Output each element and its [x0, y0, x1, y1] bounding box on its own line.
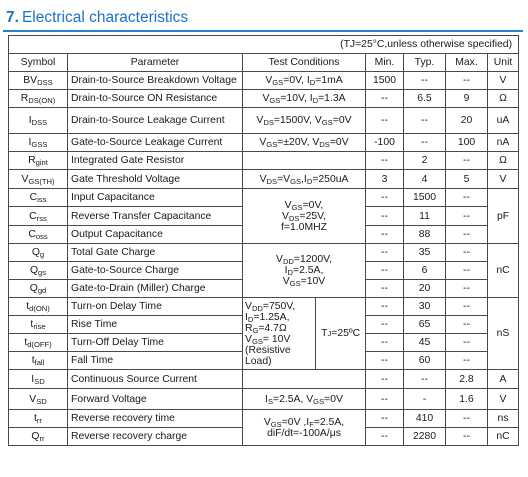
min-qgd: -- [366, 280, 404, 298]
symbol-qgd: $Q_{gd}$ [9, 280, 68, 298]
symbol-trr: $t_{rr}$ [9, 410, 68, 428]
header-min: Min. [366, 54, 404, 72]
min-qgs: -- [366, 262, 404, 280]
condition-rdson: $V_{GS}=10V$, $I_D=1.3A$ [243, 90, 366, 108]
parameter-idss: Drain-to-Source Leakage Current [68, 108, 243, 134]
parameter-ciss: Input Capacitance [68, 189, 243, 207]
max-qrr: -- [446, 428, 488, 446]
typ-vsd: - [404, 389, 446, 410]
min-trr: -- [366, 410, 404, 428]
typ-isd: -- [404, 370, 446, 389]
typ-ciss: 1500 [404, 189, 446, 207]
symbol-qg: $Q_g$ [9, 244, 68, 262]
unit-rdson: Ω [488, 90, 519, 108]
symbol-rdson: $R_{DS(ON)}$ [9, 90, 68, 108]
parameter-trise: Rise Time [68, 316, 243, 334]
parameter-isd: Continuous Source Current [68, 370, 243, 389]
min-bvdss: 1500 [366, 72, 404, 90]
typ-trr: 410 [404, 410, 446, 428]
parameter-qrr: Reverse recovery charge [68, 428, 243, 446]
header-symbol: Symbol [9, 54, 68, 72]
min-vsd: -- [366, 389, 404, 410]
condition-capacitance: $V_{GS}=0V$, $V_{DS}=25V$, f=1.0MHZ [243, 189, 366, 244]
symbol-vsd: $V_{SD}$ [9, 389, 68, 410]
row-isd [9, 370, 519, 389]
header-max: Max. [446, 54, 488, 72]
max-qgs: -- [446, 262, 488, 280]
header-parameter: Parameter [68, 54, 243, 72]
parameter-vgsth: Gate Threshold Voltage [68, 170, 243, 189]
typ-qrr: 2280 [404, 428, 446, 446]
unit-switching: nS [488, 298, 519, 370]
section-title-text: Electrical characteristics [21, 9, 189, 26]
header-row [9, 54, 519, 72]
condition-vsd: $I_S=2.5A$, $V_{GS}=0V$ [243, 389, 366, 410]
min-tdon: -- [366, 298, 404, 316]
section-title [6, 9, 188, 27]
max-trr: -- [446, 410, 488, 428]
max-vgsth: 5 [446, 170, 488, 189]
symbol-isd: $I_{SD}$ [9, 370, 68, 389]
symbol-ciss: $C_{iss}$ [9, 189, 68, 207]
row-rgint [9, 152, 519, 170]
unit-bvdss: V [488, 72, 519, 90]
row-vgsth [9, 170, 519, 189]
symbol-igss: $I_{GSS}$ [9, 134, 68, 152]
parameter-qgd: Gate-to-Drain (Miller) Charge [68, 280, 243, 298]
min-coss: -- [366, 226, 404, 244]
parameter-trr: Reverse recovery time [68, 410, 243, 428]
condition-vgsth: $V_{DS}=V_{GS},I_D=250uA$ [243, 170, 366, 189]
max-rgint: -- [446, 152, 488, 170]
max-qgd: -- [446, 280, 488, 298]
typ-crss: 11 [404, 207, 446, 226]
symbol-vgsth: $V_{GS(TH)}$ [9, 170, 68, 189]
max-igss: 100 [446, 134, 488, 152]
unit-vgsth: V [488, 170, 519, 189]
parameter-igss: Gate-to-Source Leakage Current [68, 134, 243, 152]
symbol-trise: $t_{rise}$ [9, 316, 68, 334]
parameter-vsd: Forward Voltage [68, 389, 243, 410]
condition-switching-main: $V_{DD}=750V$, $I_D=1.25A$, $R_G=4.7\Omega$ $V_{GS}= 10V$ (Resistive Load) [243, 298, 316, 369]
typ-qg: 35 [404, 244, 446, 262]
min-vgsth: 3 [366, 170, 404, 189]
header-test-conditions: Test Conditions [243, 54, 366, 72]
unit-isd: A [488, 370, 519, 389]
row-vsd [9, 389, 519, 410]
max-qg: -- [446, 244, 488, 262]
unit-igss: nA [488, 134, 519, 152]
parameter-tfall: Fall Time [68, 352, 243, 370]
unit-capacitance: pF [488, 189, 519, 244]
typ-rdson: 6.5 [404, 90, 446, 108]
min-rgint: -- [366, 152, 404, 170]
typ-vgsth: 4 [404, 170, 446, 189]
min-igss: -100 [366, 134, 404, 152]
note-row [9, 36, 519, 54]
symbol-coss: $C_{oss}$ [9, 226, 68, 244]
max-tdon: -- [446, 298, 488, 316]
min-qrr: -- [366, 428, 404, 446]
parameter-rgint: Integrated Gate Resistor [68, 152, 243, 170]
max-vsd: 1.6 [446, 389, 488, 410]
symbol-bvdss: $BV_{DSS}$ [9, 72, 68, 90]
parameter-tdon: Turn-on Delay Time [68, 298, 243, 316]
header-unit: Unit [488, 54, 519, 72]
max-trise: -- [446, 316, 488, 334]
typ-qgs: 6 [404, 262, 446, 280]
typ-idss: -- [404, 108, 446, 134]
conditions-note: (TJ=25°C,unless otherwise specified) [9, 36, 519, 54]
unit-trr: ns [488, 410, 519, 428]
typ-bvdss: -- [404, 72, 446, 90]
condition-igss: $V_{GS}=\pm 20V$, $V_{DS}=0V$ [243, 134, 366, 152]
max-coss: -- [446, 226, 488, 244]
condition-charge: $V_{DD}=1200V$, $I_D=2.5A$, $V_{GS}=10V$ [243, 244, 366, 298]
symbol-qrr: $Q_{rr}$ [9, 428, 68, 446]
symbol-tdoff: $t_{d(OFF)}$ [9, 334, 68, 352]
min-trise: -- [366, 316, 404, 334]
condition-idss: $V_{DS}=1500V$, $V_{GS}=0V$ [243, 108, 366, 134]
unit-charge: nC [488, 244, 519, 298]
condition-reverse-recovery: $V_{GS}=0V$ $,I_F=2.5A$, diF/dt=-100A/μs [243, 410, 366, 446]
parameter-crss: Reverse Transfer Capacitance [68, 207, 243, 226]
parameter-coss: Output Capacitance [68, 226, 243, 244]
row-bvdss [9, 72, 519, 90]
parameter-bvdss: Drain-to-Source Breakdown Voltage [68, 72, 243, 90]
min-isd: -- [366, 370, 404, 389]
header-typ: Typ. [404, 54, 446, 72]
row-igss [9, 134, 519, 152]
symbol-qgs: $Q_{gs}$ [9, 262, 68, 280]
condition-rgint [243, 152, 366, 170]
max-tdoff: -- [446, 334, 488, 352]
typ-tdon: 30 [404, 298, 446, 316]
min-ciss: -- [366, 189, 404, 207]
condition-bvdss: $V_{GS}=0V$, $I_D=1mA$ [243, 72, 366, 90]
min-rdson: -- [366, 90, 404, 108]
parameter-tdoff: Turn-Off Delay Time [68, 334, 243, 352]
condition-isd [243, 370, 366, 389]
min-crss: -- [366, 207, 404, 226]
typ-qgd: 20 [404, 280, 446, 298]
row-idss [9, 108, 519, 134]
min-tfall: -- [366, 352, 404, 370]
typ-tdoff: 45 [404, 334, 446, 352]
min-tdoff: -- [366, 334, 404, 352]
row-rdson [9, 90, 519, 108]
max-tfall: -- [446, 352, 488, 370]
parameter-rdson: Drain-to-Source ON Resistance [68, 90, 243, 108]
condition-switching [243, 298, 366, 370]
parameter-qgs: Gate-to-Source Charge [68, 262, 243, 280]
symbol-idss: $I_{DSS}$ [9, 108, 68, 134]
max-crss: -- [446, 207, 488, 226]
min-qg: -- [366, 244, 404, 262]
unit-rgint: Ω [488, 152, 519, 170]
row-qg [9, 244, 519, 262]
row-trr [9, 410, 519, 428]
symbol-tfall: $t_{fall}$ [9, 352, 68, 370]
typ-rgint: 2 [404, 152, 446, 170]
unit-vsd: V [488, 389, 519, 410]
electrical-characteristics-table [8, 35, 519, 446]
row-ciss [9, 189, 519, 207]
max-bvdss: -- [446, 72, 488, 90]
symbol-tdon: $t_{d(ON)}$ [9, 298, 68, 316]
typ-trise: 65 [404, 316, 446, 334]
max-ciss: -- [446, 189, 488, 207]
parameter-qg: Total Gate Charge [68, 244, 243, 262]
section-number: 7. [6, 9, 19, 26]
title-rule [3, 30, 523, 32]
typ-tfall: 60 [404, 352, 446, 370]
max-idss: 20 [446, 108, 488, 134]
min-idss: -- [366, 108, 404, 134]
typ-coss: 88 [404, 226, 446, 244]
condition-switching-temp: T J =25ºC [321, 328, 361, 339]
typ-igss: -- [404, 134, 446, 152]
max-rdson: 9 [446, 90, 488, 108]
unit-idss: uA [488, 108, 519, 134]
row-tdon [9, 298, 519, 316]
symbol-crss: $C_{rss}$ [9, 207, 68, 226]
symbol-rgint: $R_{gint}$ [9, 152, 68, 170]
max-isd: 2.8 [446, 370, 488, 389]
unit-qrr: nC [488, 428, 519, 446]
